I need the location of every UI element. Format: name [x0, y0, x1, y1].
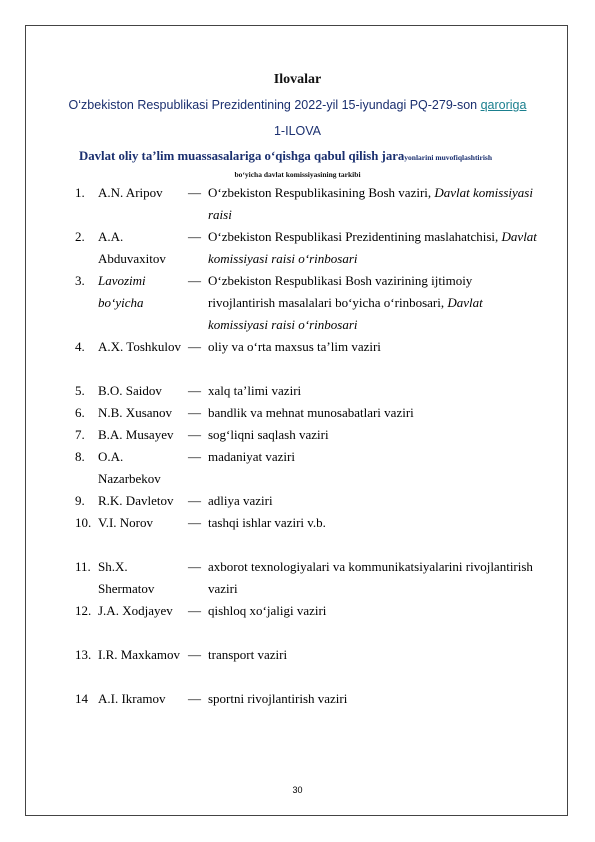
member-role-text: adliya vaziri — [208, 493, 273, 508]
decree-reference — [0, 98, 595, 112]
decree-link[interactable]: qaroriga — [480, 98, 527, 112]
member-name: V.I. Norov — [98, 515, 154, 530]
member-name: J.A. Xodjayev — [98, 603, 173, 618]
member-role — [208, 512, 538, 534]
member-name: A.I. Ikramov — [98, 691, 166, 706]
member-number: 4. — [75, 339, 85, 354]
member-role — [208, 380, 538, 402]
member-role-text: bandlik va mehnat munosabatlari vaziri — [208, 405, 414, 420]
section-heading-small: yonlarini muvofiqlashtirish — [404, 153, 493, 162]
member-role — [208, 490, 538, 512]
section-heading — [79, 149, 492, 164]
member-role-italic: Davlat komissiyasi raisi o‘rinbosari — [208, 295, 483, 332]
member-role-text: xalq ta’limi vaziri — [208, 383, 302, 398]
member-role-text: O‘zbekiston Respublikasining Bosh vaziri, — [208, 185, 435, 200]
member-dash: — — [188, 185, 201, 200]
page-number: 30 — [292, 785, 303, 795]
member-row — [0, 336, 595, 380]
member-number: 11. — [75, 559, 91, 574]
member-dash: — — [188, 449, 201, 464]
member-row — [0, 644, 595, 688]
member-role — [208, 336, 538, 358]
member-row — [0, 226, 595, 270]
member-dash: — — [188, 339, 201, 354]
member-dash: — — [188, 647, 201, 662]
member-dash: — — [188, 515, 201, 530]
member-row — [0, 556, 595, 600]
member-role — [208, 402, 538, 424]
member-number: 13. — [75, 647, 92, 662]
member-number: 5. — [75, 383, 85, 398]
member-row — [0, 424, 595, 446]
member-row — [0, 270, 595, 336]
member-role — [208, 226, 538, 270]
member-name: A.X. Toshkulov — [98, 339, 181, 354]
member-name: I.R. Maxkamov — [98, 647, 180, 662]
member-role-text: madaniyat vaziri — [208, 449, 295, 464]
member-name: A.A. Abduvaxitov — [98, 229, 166, 266]
member-row — [0, 380, 595, 402]
member-dash: — — [188, 383, 201, 398]
member-name: Sh.X. Shermatov — [98, 559, 155, 596]
member-name: O.A. Nazarbekov — [98, 449, 161, 486]
member-role-text: oliy va o‘rta maxsus ta’lim vaziri — [208, 339, 381, 354]
member-role-text: O‘zbekiston Respublikasi Prezidentining maslahatchisi, — [208, 229, 502, 244]
decree-reference-text: O‘zbekiston Respublikasi Prezidentining 2022-yil 15-iyundagi PQ-279-son — [68, 98, 481, 112]
section-heading-main: Davlat oliy ta’lim muassasalariga o‘qishga qabul qilish jara — [79, 149, 405, 163]
member-dash: — — [188, 493, 201, 508]
member-dash: — — [188, 427, 201, 442]
member-number: 3. — [75, 273, 85, 288]
member-role-text: sog‘liqni saqlash vaziri — [208, 427, 329, 442]
member-name: A.N. Aripov — [98, 185, 163, 200]
member-dash: — — [188, 691, 201, 706]
member-role — [208, 182, 538, 226]
member-number: 6. — [75, 405, 85, 420]
member-role-text: transport vaziri — [208, 647, 288, 662]
member-name: N.B. Xusanov — [98, 405, 173, 420]
member-role-italic: Davlat komissiyasi raisi o‘rinbosari — [208, 229, 537, 266]
member-number: 9. — [75, 493, 85, 508]
member-role-text: O‘zbekiston Respublikasi Bosh vazirining ijtimoiy rivojlantirish masalalari bo‘yicha o‘rinbosari, — [208, 273, 473, 310]
member-name: Lavozimi bo‘yicha — [98, 273, 146, 310]
member-row — [0, 446, 595, 490]
member-role-text: sportni rivojlantirish vaziri — [208, 691, 348, 706]
member-list — [0, 182, 595, 710]
member-row — [0, 600, 595, 644]
member-role — [208, 688, 538, 710]
member-dash: — — [188, 405, 201, 420]
member-number: 10. — [75, 515, 92, 530]
member-dash: — — [188, 273, 201, 288]
member-row — [0, 688, 595, 710]
member-name: B.O. Saidov — [98, 383, 162, 398]
member-role-italic: Davlat komissiyasi raisi — [208, 185, 533, 222]
member-number: 8. — [75, 449, 85, 464]
member-number: 12. — [75, 603, 92, 618]
member-row — [0, 512, 595, 556]
member-role — [208, 644, 538, 666]
member-name: R.K. Davletov — [98, 493, 174, 508]
member-dash: — — [188, 559, 201, 574]
member-role — [208, 600, 538, 622]
section-heading-line2: bo‘yicha davlat komissiyasining tarkibi — [234, 170, 361, 179]
member-role — [208, 556, 538, 600]
member-name: B.A. Musayev — [98, 427, 174, 442]
member-number: 7. — [75, 427, 85, 442]
member-number: 2. — [75, 229, 85, 244]
member-role-text: qishloq xo‘jaligi vaziri — [208, 603, 327, 618]
member-dash: — — [188, 603, 201, 618]
member-number: 14 — [75, 691, 88, 706]
member-row — [0, 402, 595, 424]
member-role-text: axborot texnologiyalari va kommunikatsiyalarini rivojlantirish vaziri — [208, 559, 533, 596]
annex-label: 1-ILOVA — [273, 124, 321, 138]
member-dash: — — [188, 229, 201, 244]
member-row — [0, 182, 595, 226]
member-role-text: tashqi ishlar vaziri v.b. — [208, 515, 326, 530]
member-role — [208, 424, 538, 446]
member-number: 1. — [75, 185, 85, 200]
page-title: Ilovalar — [273, 72, 322, 87]
member-role — [208, 270, 538, 336]
member-row — [0, 490, 595, 512]
member-role — [208, 446, 538, 468]
